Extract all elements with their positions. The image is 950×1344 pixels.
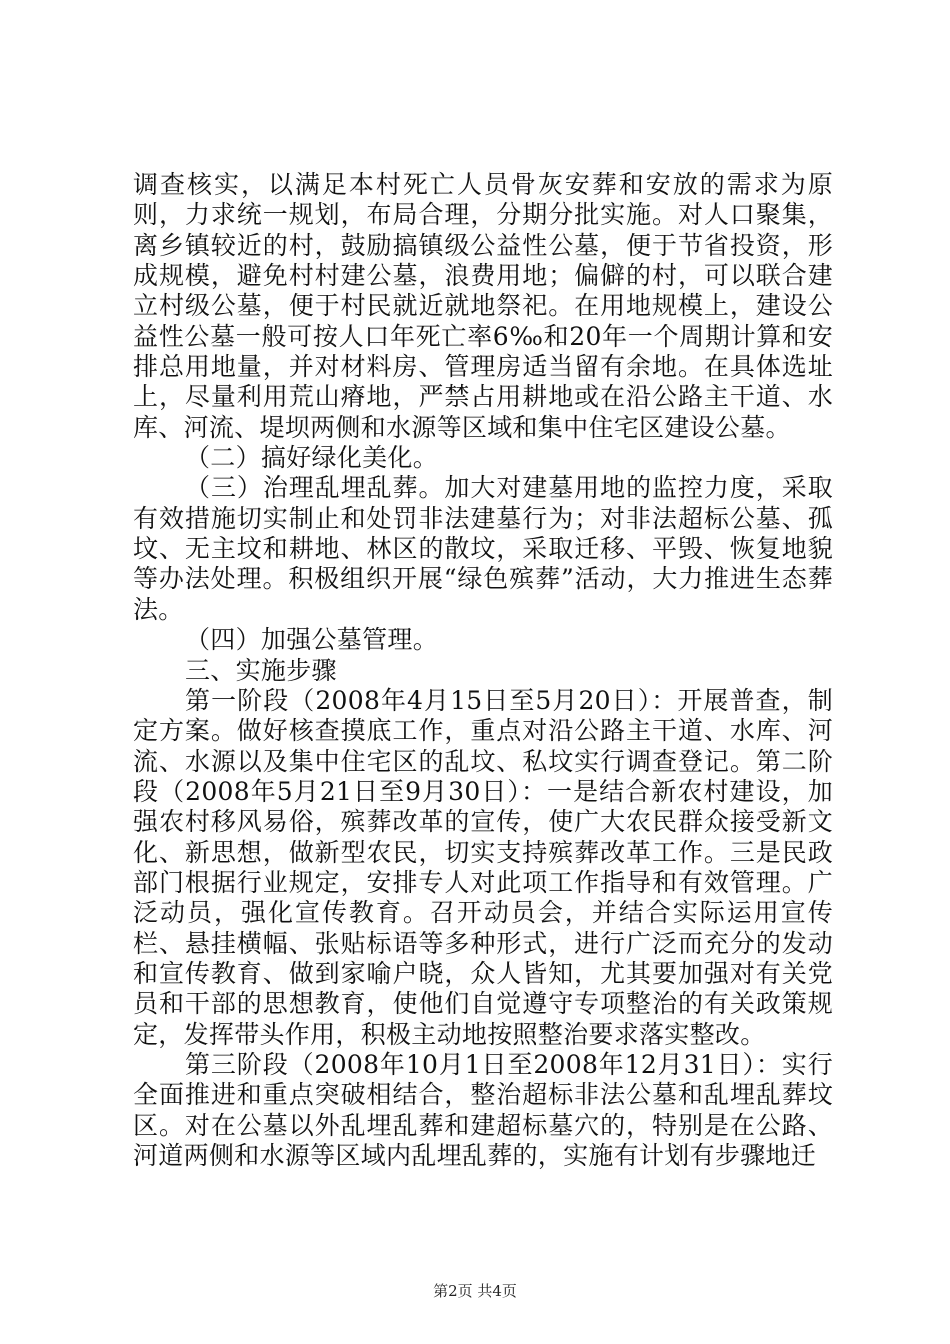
paragraph-burial-control: （三）治理乱埋乱葬。加大对建墓用地的监控力度，采取有效措施切实制止和处罚非法建墓行为；对非法超标公墓、孤坟、无主坟和耕地、林区的散坟，采取迁移、平毁、恢复地貌等办法处理。积极组织开展“绿色殡葬”活动，大力推进生态葬法。 xyxy=(133,473,833,624)
document-body xyxy=(133,170,833,1171)
section-heading-implementation-steps: 三、实施步骤 xyxy=(185,655,337,685)
paragraph-phase-three: 第三阶段（2008年10月1日至2008年12月31日）：实行全面推进和重点突破相结合，整治超标非法公墓和乱埋乱葬坟区。对在公墓以外乱埋乱葬和建超标墓穴的，特别是在公路、河道两侧和水源等区域内乱埋乱葬的，实施有计划有步骤地迁 xyxy=(133,1049,833,1170)
paragraph-cemetery-management: （四）加强公墓管理。 xyxy=(185,625,439,655)
paragraph-site-planning: 调查核实，以满足本村死亡人员骨灰安葬和安放的需求为原则，力求统一规划，布局合理，分期分批实施。对人口聚集，离乡镇较近的村，鼓励搞镇级公益性公墓，便于节省投资，形成规模，避免村村建公墓，浪费用地；偏僻的村，可以联合建立村级公墓，便于村民就近就地祭祀。在用地规模上，建设公益性公墓一般可按人口年死亡率6‰和20年一个周期计算和安排总用地量，并对材料房、管理房适当留有余地。在具体选址上，尽量利用荒山瘠地，严禁占用耕地或在沿公路主干道、水库、河流、堤坝两侧和水源等区域和集中住宅区建设公墓。 xyxy=(133,170,833,442)
paragraph-phase-one-two: 第一阶段（2008年4月15日至5月20日）：开展普查，制定方案。做好核查摸底工作，重点对沿公路主干道、水库、河流、水源以及集中住宅区的乱坟、私坟实行调查登记。第二阶段（2008年5月21日至9月30日）：一是结合新农村建设，加强农村移风易俗，殡葬改革的宣传，使广大农民群众接受新文化、新思想，做新型农民，切实支持殡葬改革工作。三是民政部门根据行业规定，安排专人对此项工作指导和有效管理。广泛动员，强化宣传教育。召开动员会，并结合实际运用宣传栏、悬挂横幅、张贴标语等多种形式，进行广泛而充分的发动和宣传教育、做到家喻户晓，众人皆知，尤其要加强对有关党员和干部的思想教育，使他们自觉遵守专项整治的有关政策规定，发挥带头作用，积极主动地按照整治要求落实整改。 xyxy=(133,685,833,1049)
paragraph-greening: （二）搞好绿化美化。 xyxy=(185,443,439,473)
page-number-footer: 第2页 共4页 xyxy=(433,1282,517,1300)
